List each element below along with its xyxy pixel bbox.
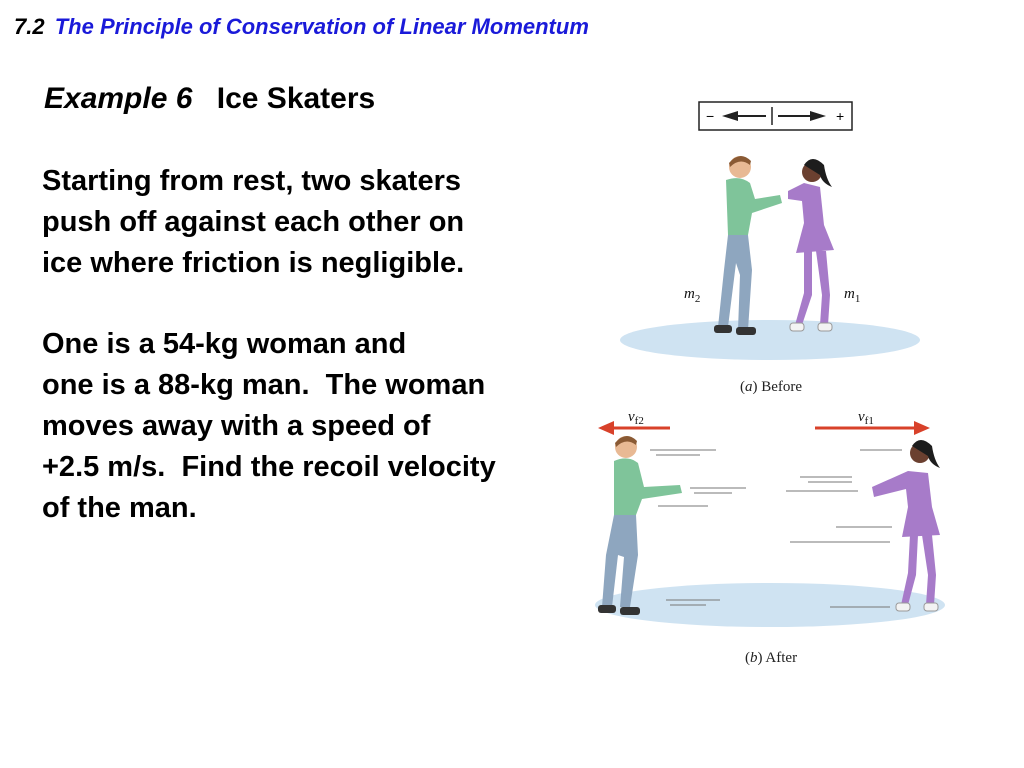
- section-title: The Principle of Conservation of Linear Momentum: [54, 14, 589, 39]
- example-label: Example 6: [44, 82, 193, 115]
- velocity-arrow-vf2: [598, 409, 670, 435]
- ice-surface-after: [595, 583, 945, 627]
- label-vf1: $v_{f1}$: [858, 409, 874, 427]
- direction-axis: [699, 102, 852, 130]
- problem-paragraph-1: Starting from rest, two skaters push off against each other on ice where friction is negligible.: [42, 165, 465, 279]
- axis-plus-sign: +: [836, 108, 845, 124]
- caption-before: (a) Before: [740, 379, 803, 395]
- slide-header: [14, 14, 589, 40]
- label-m2: $m_2$: [684, 286, 701, 305]
- ice-surface-before: [620, 320, 920, 360]
- caption-after: (b) After: [745, 650, 798, 666]
- ice-skaters-figure: [590, 95, 960, 675]
- example-title: Ice Skaters: [216, 82, 376, 115]
- label-m1: $m_1$: [844, 286, 861, 305]
- velocity-arrow-vf1: [815, 409, 930, 435]
- example-heading: [44, 82, 375, 116]
- axis-minus-sign: −: [706, 108, 715, 124]
- woman-skater-after: [872, 440, 940, 611]
- woman-skater-before: [788, 159, 834, 331]
- section-number: 7.2: [14, 14, 45, 39]
- problem-paragraph-2: One is a 54-kg woman and one is a 88-kg man. The woman moves away with a speed of +2.5 m/s. Find the recoil velocity of the man.: [42, 328, 496, 524]
- after-scene: [595, 409, 945, 666]
- before-scene: [620, 156, 920, 395]
- label-vf2: $v_{f2}$: [628, 409, 644, 427]
- man-skater-before: [714, 156, 782, 335]
